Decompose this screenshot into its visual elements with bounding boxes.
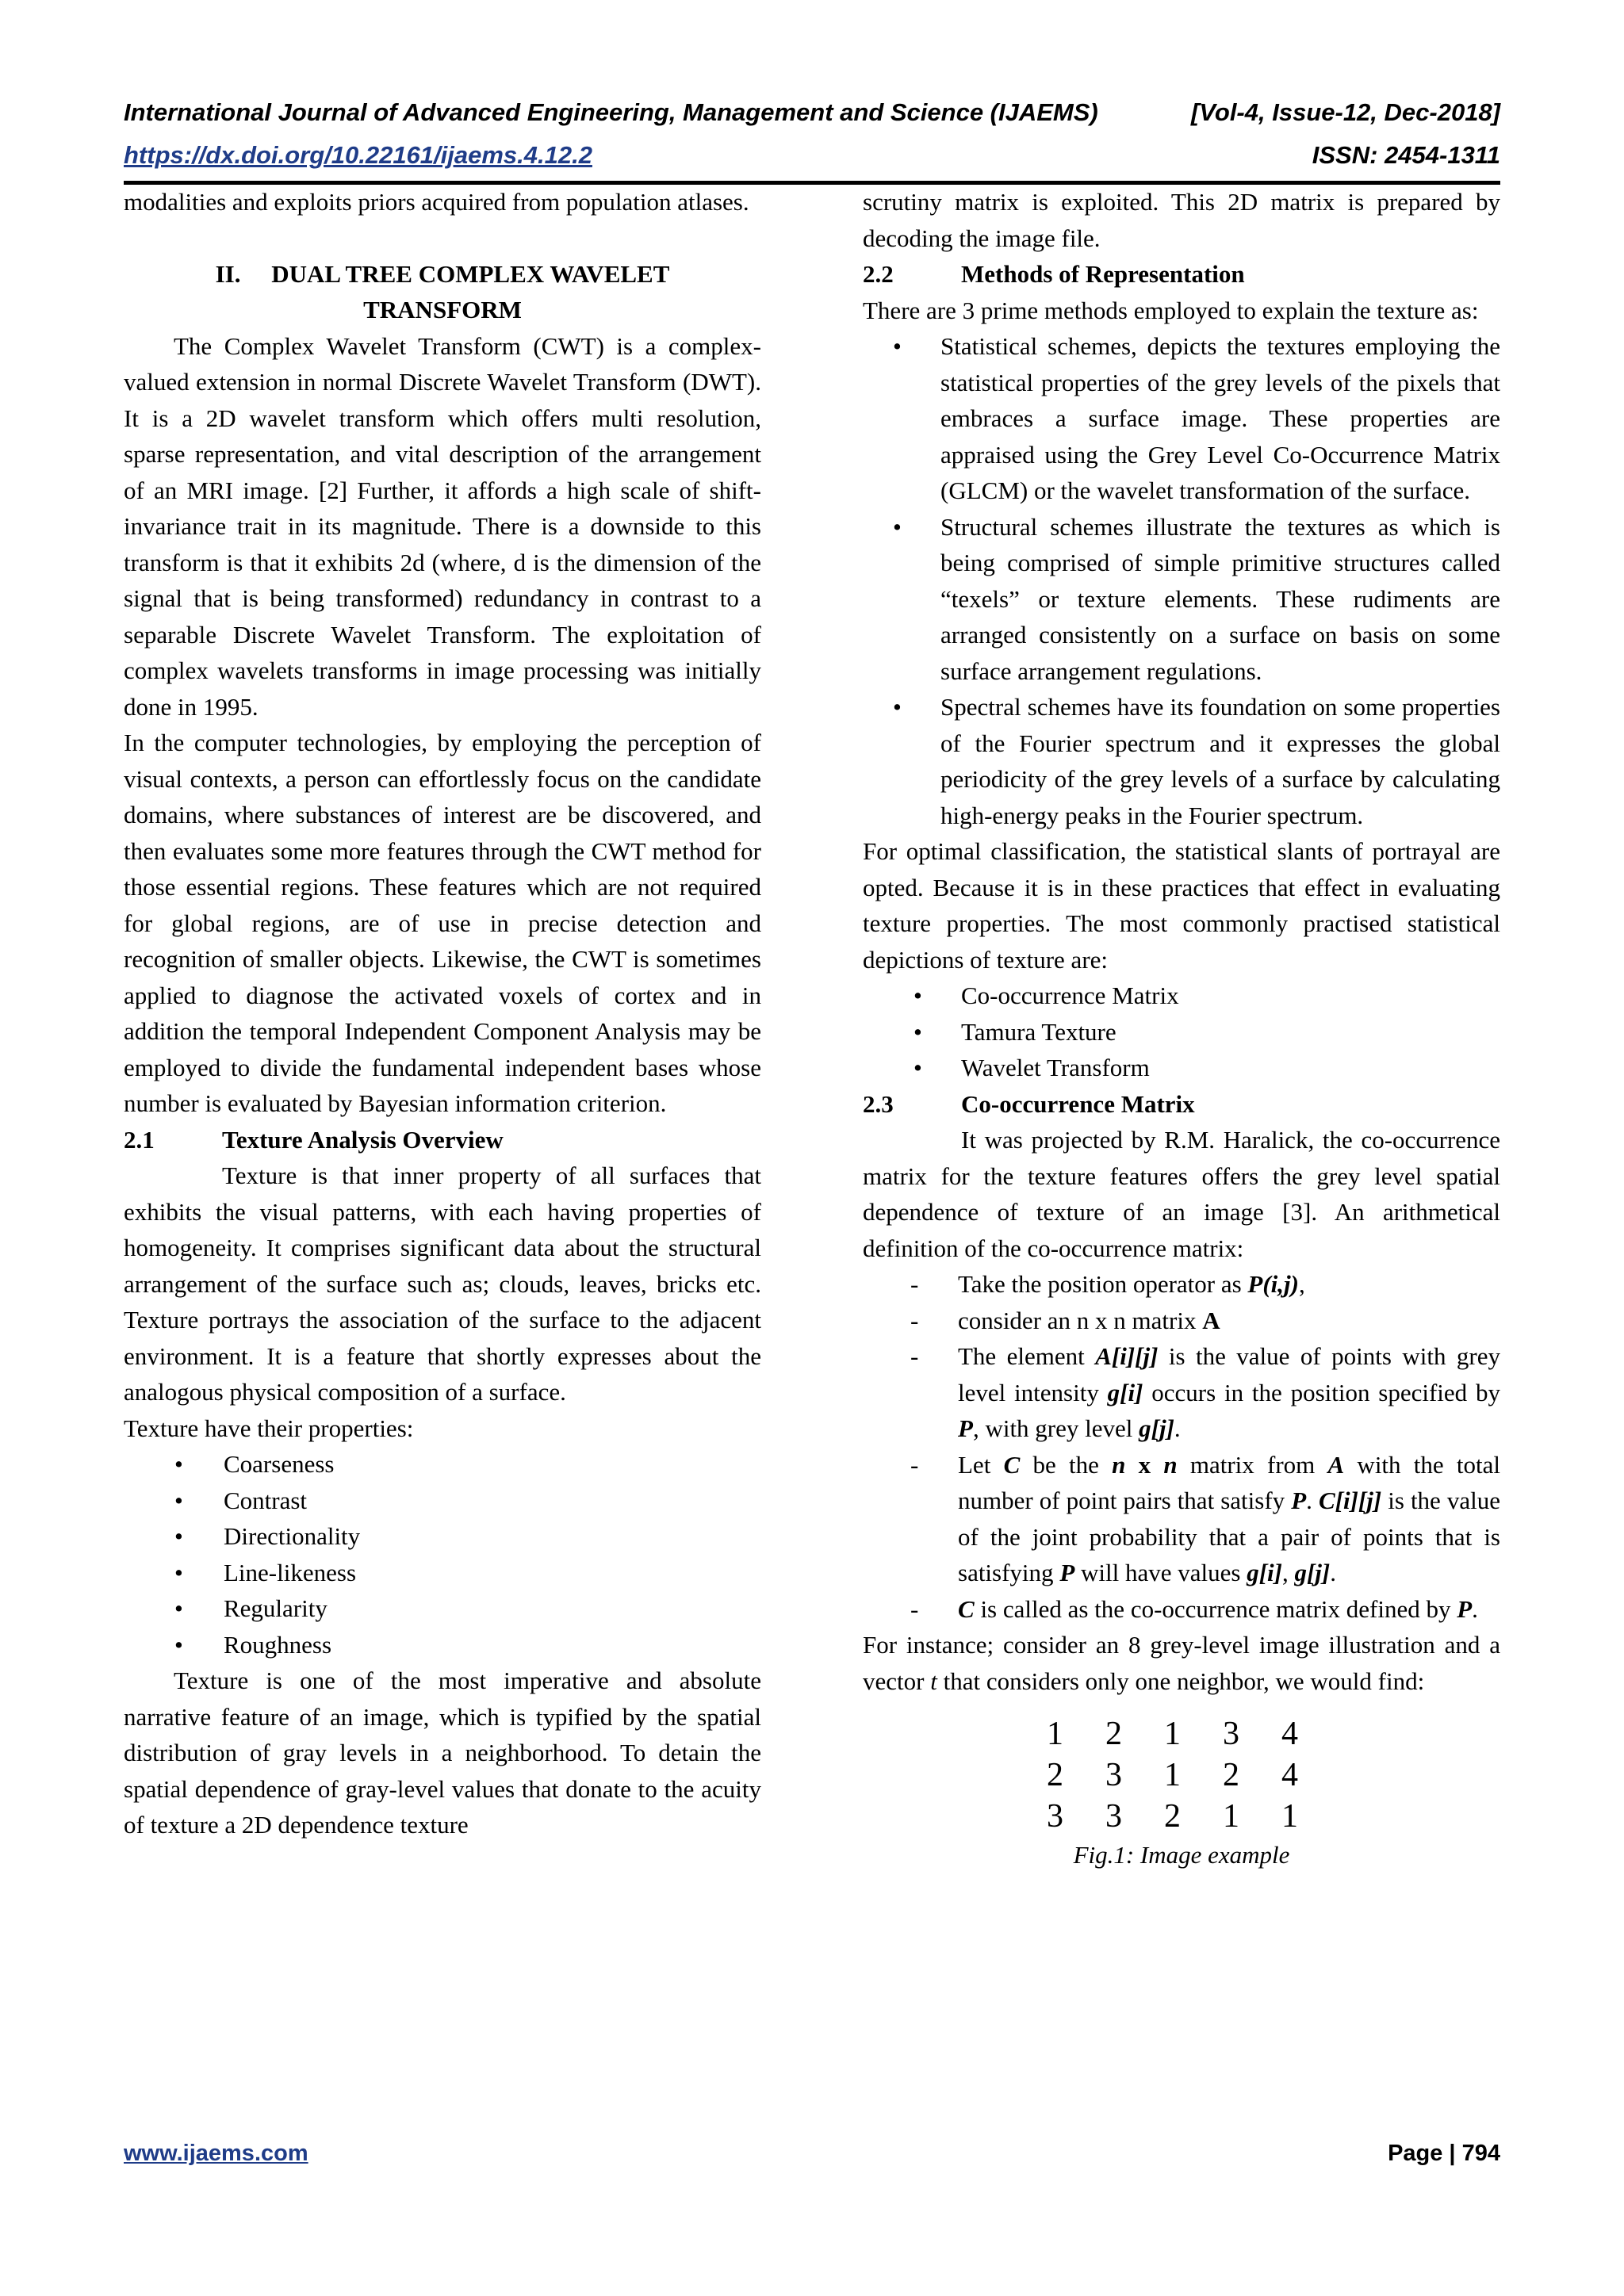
paragraph: For instance; consider an 8 grey-level image illustration and a vector t that considers only one neighbor, we would find: — [863, 1631, 1500, 1695]
left-column — [124, 184, 761, 1843]
paragraph: The Complex Wavelet Transform (CWT) is a complex-valued extension in normal Discrete Wavelet Transform (DWT). It is a 2D wavelet transform which offers multi resolution, sparse representation, and vital description of the arrangement of an MRI image. [2] Further, it affords a high scale of shift-invariance trait in its magnitude. There is a downside to this transform is that it exhibits 2d (where, d is the dimension of the signal that is being transformed) redundancy in contrast to a separable Discrete Wavelet Transform. The exploitation of complex wavelets transforms in image processing was initially done in 1995. — [124, 331, 761, 721]
list-item: • Structural schemes illustrate the textures as which is being comprised of simple primitive structures called “texels” or texture elements. These rudiments are arranged consistently on a surface on basis on some surface arrangement regulations. — [940, 509, 1500, 690]
list-item: • Tamura Texture — [961, 1014, 1500, 1050]
matrix-cell: 4 — [1281, 1716, 1298, 1752]
subsection-title: Co-occurrence Matrix — [961, 1089, 1195, 1118]
list-item: • Directionality — [224, 1518, 761, 1555]
right-column — [863, 184, 1500, 1873]
matrix-cell: 1 — [1047, 1716, 1063, 1752]
matrix-cell: 2 — [1105, 1716, 1122, 1752]
matrix-cell: 3 — [1223, 1716, 1239, 1752]
subsection-heading — [863, 1086, 1500, 1123]
figure-caption: Fig.1: Image example — [1073, 1841, 1290, 1869]
list-item: • Statistical schemes, depicts the textures employing the statistical properties of the grey levels of the pixels that embraces a surface image. These properties are appraised using the Grey Level Co-Occurrence Matrix (GLCM) or the wavelet transformation of the surface. — [940, 328, 1500, 509]
doi-line — [124, 141, 592, 170]
journal-title: International Journal of Advanced Engineering, Management and Science (IJAEMS) — [124, 98, 1098, 126]
matrix-cell: 1 — [1164, 1716, 1181, 1752]
list-item: - consider an n x n matrix A — [910, 1303, 1500, 1339]
paragraph: Texture have their properties: — [124, 1414, 414, 1442]
methods-list — [863, 328, 1500, 833]
section-number: II. — [215, 259, 241, 288]
matrix-cell: 3 — [1047, 1798, 1063, 1835]
paragraph: Texture is one of the most imperative and absolute narrative feature of an image, which is typified by the spatial distribution of gray levels in a neighborhood. To detain the spatial dependence of gray-level values that donate to the acuity of texture a 2D dependence texture — [124, 1667, 761, 1839]
subsection-title: Texture Analysis Overview — [222, 1125, 504, 1154]
issn: ISSN: 2454-1311 — [1312, 141, 1500, 169]
list-item: • Line-likeness — [224, 1555, 761, 1591]
doi-link[interactable]: https://dx.doi.org/10.22161/ijaems.4.12.2 — [124, 141, 592, 169]
list-item: - Take the position operator as P(i,j), — [910, 1266, 1500, 1303]
subsection-title: Methods of Representation — [961, 260, 1245, 288]
list-item: - Let C be the n x n matrix from A with the total number of point pairs that satisfy P. C[i][j] is the value of the joint probability that a pair of points that is satisfying P will have values g[i], g[j]. — [910, 1447, 1500, 1591]
paragraph: Texture is that inner property of all surfaces that exhibits the visual patterns, with each having properties of homogeneity. It comprises significant data about the structural arrangement of the surface such as; clouds, leaves, bricks etc. Texture portrays the association of the surface to the adjacent environment. It is a feature that shortly expresses about the analogous physical composition of a surface. — [124, 1161, 761, 1406]
site-link[interactable]: www.ijaems.com — [124, 2141, 308, 2166]
subsection-number: 2.3 — [863, 1089, 894, 1118]
list-item: • Regularity — [224, 1590, 761, 1627]
subsection-heading — [124, 1122, 761, 1158]
section-title-line2: TRANSFORM — [363, 296, 522, 323]
matrix-cell: 4 — [1281, 1757, 1298, 1793]
list-item: • Spectral schemes have its foundation on some properties of the Fourier spectrum and it expresses the global periodicity of the grey levels of a surface by calculating high-energy peaks in the Fourier spectrum. — [940, 689, 1500, 833]
paragraph: For optimal classification, the statistical slants of portrayal are opted. Because it is in these practices that effect in evaluating texture properties. The most commonly practised statistical depictions of texture are: — [863, 837, 1500, 974]
paragraph: In the computer technologies, by employing the perception of visual contexts, a person can effortlessly focus on the candidate domains, where substances of interest are be discovered, and then evaluates some more features through the CWT method for those essential regions. These features which are not required for global regions, are of use in precise detection and recognition of smaller objects. Likewise, the CWT is sometimes applied to diagnose the activated voxels of cortex and in addition the temporal Independent Component Analysis may be employed to divide the fundamental independent bases whose number is evaluated by Bayesian information criterion. — [124, 729, 761, 1117]
section-title-line1: DUAL TREE COMPLEX WAVELET — [271, 259, 670, 288]
definition-list — [910, 1266, 1500, 1627]
subsection-number: 2.1 — [124, 1125, 155, 1154]
list-item: - C is called as the co-occurrence matrix defined by P. — [910, 1591, 1500, 1628]
subsection-number: 2.2 — [863, 260, 894, 288]
section-heading — [124, 256, 761, 328]
matrix-cell: 2 — [1164, 1798, 1181, 1835]
paragraph: scrutiny matrix is exploited. This 2D matrix is prepared by decoding the image file. — [863, 188, 1500, 252]
list-item: • Co-occurrence Matrix — [961, 978, 1500, 1014]
list-item: • Coarseness — [224, 1446, 761, 1483]
image-matrix — [863, 1713, 1500, 1837]
list-item: - The element A[i][j] is the value of points with grey level intensity g[i] occurs in the position specified by P, with grey level g[j]. — [910, 1338, 1500, 1447]
list-item: • Contrast — [224, 1483, 761, 1519]
paragraph: There are 3 prime methods employed to explain the texture as: — [863, 296, 1479, 324]
paragraph: It was projected by R.M. Haralick, the co-occurrence matrix for the texture features offers the grey level spatial dependence of texture of an image [3]. An arithmetical definition of the co-occurrence matrix: — [863, 1126, 1500, 1262]
subsection-heading — [863, 256, 1500, 293]
page-number: Page | 794 — [1388, 2141, 1500, 2166]
matrix-cell: 2 — [1047, 1757, 1063, 1793]
matrix-cell: 1 — [1281, 1798, 1298, 1835]
matrix-cell: 1 — [1223, 1798, 1239, 1835]
volume-info: [Vol-4, Issue-12, Dec-2018] — [1191, 98, 1500, 126]
list-item: • Wavelet Transform — [961, 1050, 1500, 1086]
list-item: • Roughness — [224, 1627, 761, 1663]
matrix-cell: 1 — [1164, 1757, 1181, 1793]
footer-site — [124, 2141, 308, 2167]
properties-list — [124, 1446, 761, 1663]
depictions-list — [863, 978, 1500, 1086]
matrix-cell: 3 — [1105, 1798, 1122, 1835]
paragraph: modalities and exploits priors acquired from population atlases. — [124, 188, 749, 216]
matrix-cell: 2 — [1223, 1757, 1239, 1793]
matrix-cell: 3 — [1105, 1757, 1122, 1793]
